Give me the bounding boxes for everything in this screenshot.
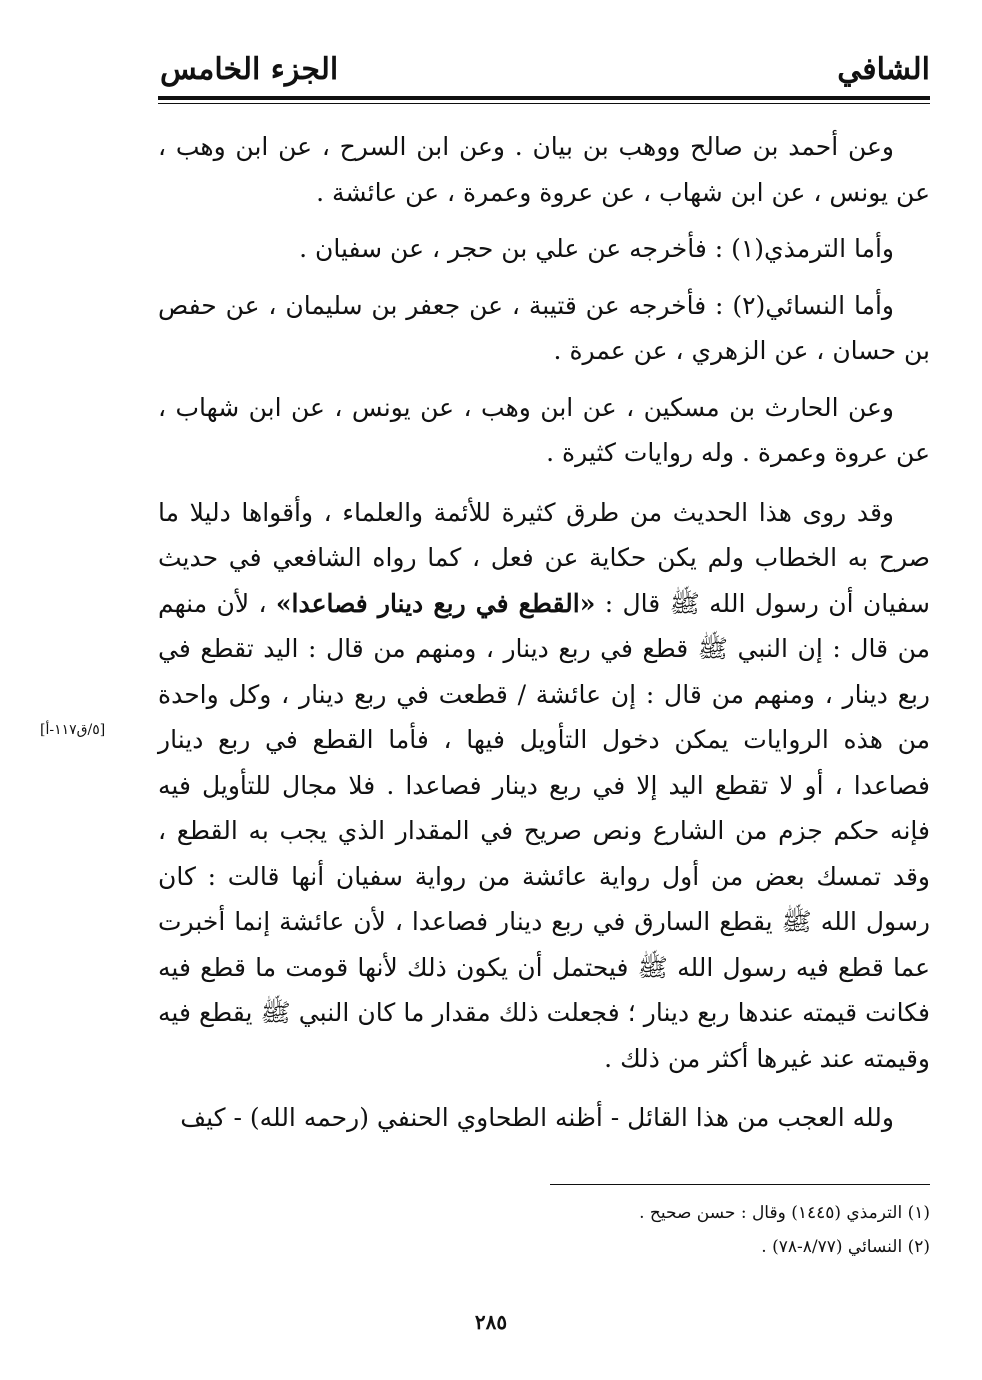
- manuscript-margin-note: [٥/ق١١٧-أ]: [40, 722, 106, 738]
- paragraph-last: ولله العجب من هذا القائل - أظنه الطحاوي الحنفي (رحمه الله) - كيف: [180, 1103, 894, 1132]
- paragraph-nasai: وأما النسائي(٢) : فأخرجه عن قتيبة ، عن جعفر بن سليمان ، عن حفص بن حسان ، عن الزهري ، عن عمرة .: [158, 290, 930, 365]
- header-book-title: الشافي: [837, 52, 930, 87]
- discussion-part-2: ، لأن منهم من قال : إن النبي ﷺ قطع في ربع دينار ، ومنهم من قال : اليد تقطع في ربع دينار ، ومنهم من قال : إن عائشة / قطعت في ربع دينار ، وكل واحدة من هذه الروايات يمكن دخول التأويل فيها ، فأما القطع في ربع دينار فصاعدا ، أو لا تقطع اليد إلا في ربع دينار فصاعدا . فلا مجال للتأويل فيه فإنه حكم جزم من الشارع ونص صريح في المقدار الذي يجب به القطع ، وقد تمسك بعض من أول رواية عائشة من رواية سفيان أنها قالت : كان رسول الله ﷺ يقطع السارق في ربع دينار فصاعدا ، لأن عائشة إنما أخبرت عما قطع فيه رسول الله ﷺ فيحتمل أن يكون ذلك لأنها قومت ما قطع فيه فكانت قيمته عندها ربع دينار ؛ فجعلت ذلك مقدار ما كان النبي ﷺ يقطع فيه وقيمته عند غيرها أكثر من ذلك .: [158, 588, 930, 1073]
- footnote-rule: [550, 1184, 930, 1185]
- paragraph-chain-1: وعن أحمد بن صالح ووهب بن بيان . وعن ابن السرح ، عن ابن وهب ، عن يونس ، عن ابن شهاب ، عن عروة وعمرة ، عن عائشة .: [158, 132, 930, 207]
- header-rule-thick: [158, 96, 930, 100]
- paragraph-chain-2: وعن الحارث بن مسكين ، عن ابن وهب ، عن يونس ، عن ابن شهاب ، عن عروة وعمرة . وله روايات كثيرة .: [158, 392, 930, 467]
- hadith-quote: «القطع في ربع دينار فصاعدا»: [275, 588, 596, 618]
- page-number: ٢٨٥: [474, 1310, 508, 1334]
- footnote-2: (٢) النسائي (٨/٧٧-٧٨) .: [761, 1237, 930, 1257]
- header-rule-thin: [158, 103, 930, 104]
- footnotes: [370, 1196, 930, 1264]
- paragraph-discussion: [158, 490, 930, 1082]
- discussion-part-1: وقد روى هذا الحديث من طرق كثيرة للأئمة والعلماء ، وأقواها دليلا ما صرح به الخطاب ولم يكن حكاية عن فعل ، كما رواه الشافعي في حديث سفيان أن رسول الله ﷺ قال :: [158, 497, 931, 618]
- footnote-1: (١) الترمذي (١٤٤٥) وقال : حسن صحيح .: [639, 1203, 930, 1223]
- paragraph-tirmidhi: وأما الترمذي(١) : فأخرجه عن علي بن حجر ، عن سفيان .: [299, 234, 894, 263]
- header-volume-title: الجزء الخامس: [160, 52, 339, 87]
- main-text: [158, 124, 930, 1152]
